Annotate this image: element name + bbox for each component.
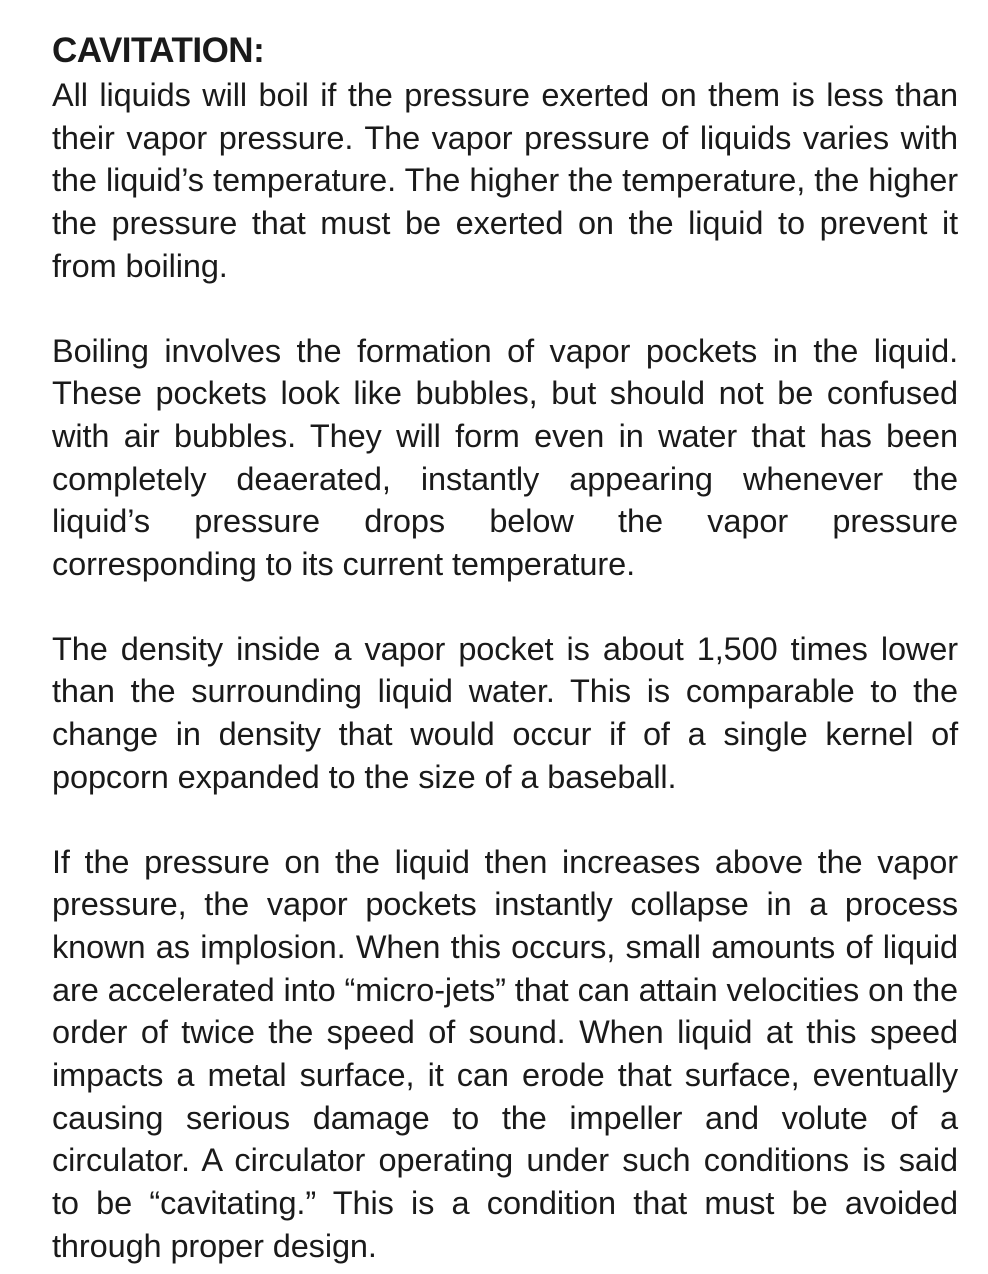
paragraph-vapor-pressure: All liquids will boil if the pressure exerted on them is less than their vapor pressure. The vapor pressure of liquids varies with the liquid’s temperature. The higher the temperature, the higher the pressure that must be exerted on the liquid to prevent it from boiling. xyxy=(52,77,958,284)
section-heading: CAVITATION: xyxy=(52,31,265,70)
paragraph-boiling: Boiling involves the formation of vapor pockets in the liquid. These pockets look like bubbles, but should not be confused with air bubbles. They will form even in water that has been completely deaerated, instantly appearing whenever the liquid’s pressure drops below the vapor pressure corresponding to its current temperature. xyxy=(52,332,958,583)
paragraph-implosion: If the pressure on the liquid then increases above the vapor pressure, the vapor pockets instantly collapse in a process known as implosion. When this occurs, small amounts of liquid are accelerated into “micro-jets” that can attain velocities on the order of twice the speed of sound. When liquid at this speed impacts a metal surface, it can erode that surface, eventually causing serious damage to the impeller and volute of a circulator. A circulator operating under such conditions is said to be “cavitating.” This is a condition that must be avoided through proper design. xyxy=(52,843,958,1264)
paragraph-density: The density inside a vapor pocket is about 1,500 times lower than the surrounding liquid water. This is comparable to the change in density that would occur if of a single kernel of popcorn expanded to the size of a baseball. xyxy=(52,630,958,795)
